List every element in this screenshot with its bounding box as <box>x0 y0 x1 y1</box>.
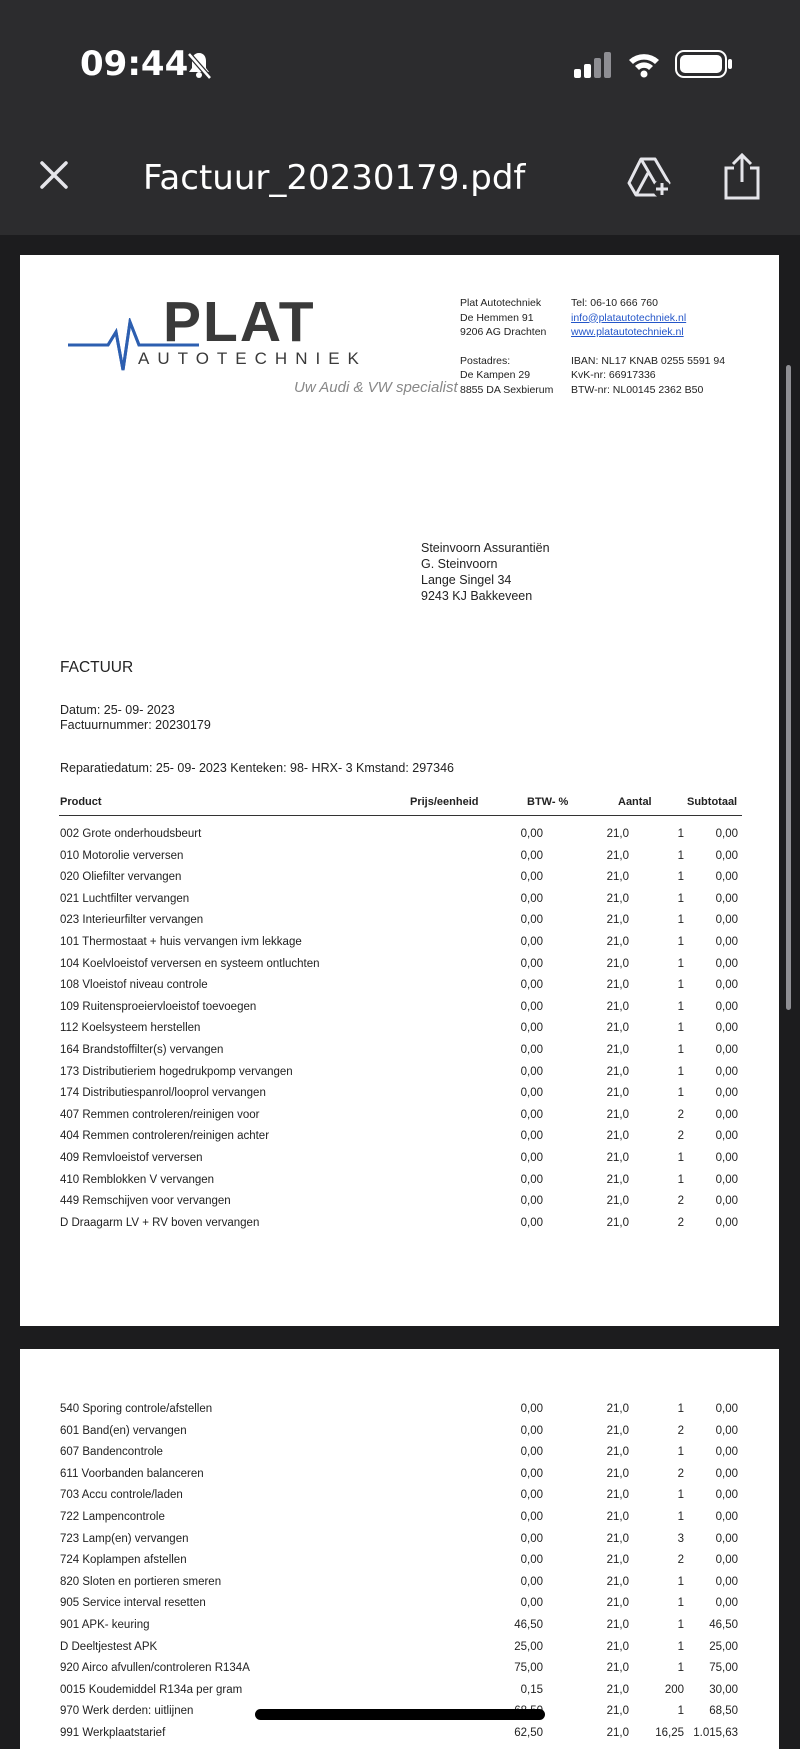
cell-vat-rate: 21,0 <box>606 1467 629 1480</box>
table-row <box>60 1619 742 1639</box>
home-indicator <box>255 1709 545 1720</box>
cell-quantity: 1 <box>677 1087 684 1100</box>
invoice-title: FACTUUR <box>60 659 134 676</box>
table-row <box>60 1152 742 1172</box>
cell-vat-rate: 21,0 <box>606 1662 629 1675</box>
cell-quantity: 2 <box>677 1467 684 1480</box>
cell-subtotal: 0,00 <box>715 1424 738 1437</box>
cell-product: 601 Band(en) vervangen <box>60 1424 187 1437</box>
cell-quantity: 1 <box>677 1403 684 1415</box>
cell-subtotal: 68,50 <box>709 1705 738 1718</box>
cell-unit-price: 0,00 <box>520 957 543 970</box>
cell-quantity: 2 <box>677 1108 684 1121</box>
cell-subtotal: 0,00 <box>715 1195 738 1208</box>
cell-vat-rate: 21,0 <box>606 1152 629 1164</box>
cell-unit-price: 0,00 <box>520 849 543 862</box>
table-row <box>60 958 742 978</box>
cell-unit-price: 0,00 <box>520 871 543 884</box>
cell-unit-price: 0,00 <box>520 1554 543 1567</box>
company-kvk: KvK-nr: 66917336 <box>571 369 656 381</box>
cell-quantity: 1 <box>677 1511 684 1523</box>
cell-vat-rate: 21,0 <box>606 1108 629 1121</box>
cell-subtotal: 0,00 <box>715 1022 738 1035</box>
cell-quantity: 1 <box>677 1173 684 1186</box>
cell-vat-rate: 21,0 <box>606 1130 629 1143</box>
cell-quantity: 200 <box>664 1683 684 1696</box>
cell-unit-price: 0,00 <box>520 1087 543 1100</box>
cell-product: 905 Service interval resetten <box>60 1597 206 1610</box>
cell-product: 023 Interieurfilter vervangen <box>60 914 204 927</box>
cell-unit-price: 62,50 <box>514 1727 543 1739</box>
cell-vat-rate: 21,0 <box>606 1683 629 1696</box>
table-row <box>60 893 742 913</box>
cell-product: 173 Distributieriem hogedrukpomp vervangen <box>60 1065 293 1078</box>
cell-quantity: 2 <box>677 1554 684 1567</box>
cell-unit-price: 0,00 <box>520 936 543 948</box>
invoice-meta <box>60 703 211 733</box>
cell-product: 920 Airco afvullen/controleren R134A <box>60 1662 250 1675</box>
cell-subtotal: 0,00 <box>715 1087 738 1100</box>
cell-vat-rate: 21,0 <box>606 1619 629 1631</box>
table-row <box>60 979 742 999</box>
cell-vat-rate: 21,0 <box>606 1705 629 1718</box>
cell-product: 0015 Koudemiddel R134a per gram <box>60 1683 243 1696</box>
cell-subtotal: 0,00 <box>715 1065 738 1078</box>
cell-product: 104 Koelvloeistof verversen en systeem ontluchten <box>60 957 320 970</box>
cell-unit-price: 0,00 <box>520 914 543 927</box>
add-to-drive-icon[interactable] <box>625 155 673 199</box>
battery-icon <box>675 50 733 78</box>
cell-product: 901 APK- keuring <box>60 1619 150 1631</box>
cell-unit-price: 0,00 <box>520 979 543 992</box>
table-row <box>60 1511 742 1531</box>
cell-vat-rate: 21,0 <box>606 914 629 927</box>
cell-unit-price: 0,15 <box>520 1683 543 1696</box>
col-header-subtotal: Subtotaal <box>687 796 738 808</box>
cell-unit-price: 0,00 <box>520 1511 543 1523</box>
cell-product: 021 Luchtfilter vervangen <box>60 892 190 905</box>
cell-product: 703 Accu controle/laden <box>60 1489 183 1502</box>
cell-subtotal: 0,00 <box>715 892 738 905</box>
cell-product: 164 Brandstoffilter(s) vervangen <box>60 1044 224 1056</box>
table-row <box>60 828 742 848</box>
logo-wordmark: PLAT <box>163 290 316 354</box>
cell-vat-rate: 21,0 <box>606 1065 629 1078</box>
table-row <box>60 1195 742 1215</box>
col-header-product: Product <box>60 796 102 808</box>
col-header-btw: BTW- % <box>527 796 569 808</box>
close-icon[interactable] <box>36 157 72 193</box>
cell-subtotal: 25,00 <box>709 1640 738 1653</box>
cell-quantity: 3 <box>677 1532 684 1545</box>
cell-subtotal: 0,00 <box>715 1130 738 1143</box>
cell-subtotal: 0,00 <box>715 936 738 948</box>
cell-quantity: 1 <box>677 1640 684 1653</box>
table-row <box>60 936 742 956</box>
cell-vat-rate: 21,0 <box>606 1511 629 1523</box>
table-row <box>60 1130 742 1150</box>
cell-unit-price: 0,00 <box>520 1532 543 1545</box>
cell-unit-price: 0,00 <box>520 1022 543 1035</box>
cell-vat-rate: 21,0 <box>606 979 629 992</box>
cell-unit-price: 0,00 <box>520 1467 543 1480</box>
cell-product: 174 Distributiespanrol/looprol vervangen <box>60 1087 266 1100</box>
cell-subtotal: 0,00 <box>715 1000 738 1013</box>
company-address: Plat Autotechniek De Hemmen 91 9206 AG Drachten Postadres: De Kampen 29 8855 DA Sexbierum <box>460 297 554 396</box>
cell-product: 108 Vloeistof niveau controle <box>60 979 208 992</box>
table-row <box>60 1001 742 1021</box>
company-contact <box>571 296 725 397</box>
cell-subtotal: 0,00 <box>715 1489 738 1502</box>
cell-subtotal: 0,00 <box>715 1597 738 1610</box>
cell-product: D Deeltjestest APK <box>60 1640 158 1653</box>
cell-vat-rate: 21,0 <box>606 1446 629 1459</box>
cell-vat-rate: 21,0 <box>606 828 629 840</box>
signal-icon <box>573 52 613 78</box>
cell-unit-price: 0,00 <box>520 1403 543 1415</box>
cell-unit-price: 0,00 <box>520 1489 543 1502</box>
table-row <box>60 1066 742 1086</box>
cell-subtotal: 0,00 <box>715 1108 738 1121</box>
cell-subtotal: 0,00 <box>715 1173 738 1186</box>
cell-subtotal: 0,00 <box>715 1152 738 1164</box>
invoice-number: Factuurnummer: 20230179 <box>60 718 211 732</box>
share-icon[interactable] <box>720 152 764 202</box>
cell-quantity: 1 <box>677 914 684 927</box>
cell-quantity: 1 <box>677 1152 684 1164</box>
cell-product: 991 Werkplaatstarief <box>60 1727 166 1739</box>
cell-product: 611 Voorbanden balanceren <box>60 1467 204 1480</box>
cell-quantity: 1 <box>677 1044 684 1056</box>
cell-quantity: 2 <box>677 1130 684 1143</box>
company-iban: IBAN: NL17 KNAB 0255 5591 94 <box>571 354 726 367</box>
cell-unit-price: 0,00 <box>520 1044 543 1056</box>
table-row <box>60 1489 742 1509</box>
table-row <box>60 1597 742 1617</box>
cell-product: 820 Sloten en portieren smeren <box>60 1575 222 1588</box>
bell-muted-icon <box>186 50 212 80</box>
table-row <box>60 1727 742 1747</box>
cell-quantity: 1 <box>677 1619 684 1631</box>
repair-info: Reparatiedatum: 25- 09- 2023 Kenteken: 98- HRX- 3 Kmstand: 297346 <box>60 761 454 775</box>
cell-vat-rate: 21,0 <box>606 1044 629 1056</box>
table-row <box>60 1684 742 1704</box>
cell-subtotal: 0,00 <box>715 1216 738 1229</box>
cell-product: 109 Ruitensproeiervloeistof toevoegen <box>60 1000 257 1013</box>
cell-quantity: 1 <box>677 979 684 992</box>
cell-product: 410 Remblokken V vervangen <box>60 1173 215 1186</box>
cell-unit-price: 0,00 <box>520 1195 543 1208</box>
cell-vat-rate: 21,0 <box>606 1000 629 1013</box>
cell-unit-price: 0,00 <box>520 1216 543 1229</box>
wifi-icon <box>627 50 661 78</box>
invoice-date: Datum: 25- 09- 2023 <box>60 703 175 717</box>
cell-subtotal: 0,00 <box>715 1044 738 1056</box>
cell-vat-rate: 21,0 <box>606 1424 629 1437</box>
col-header-price: Prijs/eenheid <box>410 796 479 808</box>
company-tel: Tel: 06-10 666 760 <box>571 297 658 309</box>
cell-subtotal: 0,00 <box>715 1511 738 1523</box>
cell-product: 404 Remmen controleren/reinigen achter <box>60 1130 270 1143</box>
cell-quantity: 1 <box>677 871 684 884</box>
cell-unit-price: 0,00 <box>520 1446 543 1459</box>
cell-quantity: 1 <box>677 936 684 948</box>
table-row <box>60 1109 742 1129</box>
cell-vat-rate: 21,0 <box>606 1173 629 1186</box>
scrollbar[interactable] <box>786 365 791 1010</box>
cell-vat-rate: 21,0 <box>606 849 629 862</box>
cell-product: 970 Werk derden: uitlijnen <box>60 1705 194 1718</box>
cell-product: D Draagarm LV + RV boven vervangen <box>60 1216 260 1229</box>
cell-unit-price: 0,00 <box>520 1597 543 1610</box>
cell-quantity: 1 <box>677 828 684 840</box>
cell-quantity: 1 <box>677 1065 684 1078</box>
table-row <box>60 1403 742 1423</box>
cell-unit-price: 25,00 <box>514 1640 543 1653</box>
cell-unit-price: 0,00 <box>520 828 543 840</box>
table-row <box>60 1087 742 1107</box>
cell-subtotal: 0,00 <box>715 1446 738 1459</box>
cell-unit-price: 0,00 <box>520 1000 543 1013</box>
table-row <box>60 871 742 891</box>
cell-vat-rate: 21,0 <box>606 1532 629 1545</box>
table-row <box>60 914 742 934</box>
cell-subtotal: 0,00 <box>715 828 738 840</box>
cell-quantity: 1 <box>677 1489 684 1502</box>
table-row <box>60 1217 742 1237</box>
cell-product: 724 Koplampen afstellen <box>60 1554 187 1567</box>
header-divider <box>59 815 742 816</box>
cell-vat-rate: 21,0 <box>606 1597 629 1610</box>
table-row <box>60 1662 742 1682</box>
cell-vat-rate: 21,0 <box>606 1195 629 1208</box>
cell-subtotal: 30,00 <box>709 1683 738 1696</box>
cell-vat-rate: 21,0 <box>606 1727 629 1739</box>
cell-vat-rate: 21,0 <box>606 1489 629 1502</box>
table-row <box>60 1022 742 1042</box>
cell-subtotal: 0,00 <box>715 1403 738 1415</box>
cell-vat-rate: 21,0 <box>606 1640 629 1653</box>
cell-product: 722 Lampencontrole <box>60 1511 165 1523</box>
table-row <box>60 1554 742 1574</box>
cell-unit-price: 0,00 <box>520 1152 543 1164</box>
cell-subtotal: 0,00 <box>715 979 738 992</box>
cell-product: 607 Bandencontrole <box>60 1446 163 1459</box>
cell-unit-price: 46,50 <box>514 1619 543 1631</box>
cell-vat-rate: 21,0 <box>606 892 629 905</box>
cell-unit-price: 0,00 <box>520 892 543 905</box>
cell-quantity: 1 <box>677 1575 684 1588</box>
cell-subtotal: 0,00 <box>715 1554 738 1567</box>
file-title: Factuur_20230179.pdf <box>143 158 526 198</box>
cell-quantity: 1 <box>677 957 684 970</box>
cell-vat-rate: 21,0 <box>606 957 629 970</box>
cell-subtotal: 0,00 <box>715 849 738 862</box>
cell-quantity: 1 <box>677 1022 684 1035</box>
cell-quantity: 16,25 <box>655 1727 684 1739</box>
recipient-address: Steinvoorn Assurantiën G. Steinvoorn Lange Singel 34 9243 KJ Bakkeveen <box>421 541 550 603</box>
company-email-link[interactable]: info@platautotechniek.nl <box>571 311 687 324</box>
cell-subtotal: 75,00 <box>709 1662 738 1675</box>
cell-unit-price: 0,00 <box>520 1575 543 1588</box>
cell-quantity: 1 <box>677 849 684 862</box>
cell-subtotal: 0,00 <box>715 871 738 884</box>
cell-quantity: 2 <box>677 1216 684 1229</box>
cell-vat-rate: 21,0 <box>606 1087 629 1100</box>
cell-vat-rate: 21,0 <box>606 1554 629 1567</box>
cell-product: 409 Remvloeistof verversen <box>60 1152 203 1164</box>
cell-product: 010 Motorolie verversen <box>60 849 184 862</box>
cell-unit-price: 0,00 <box>520 1065 543 1078</box>
cell-quantity: 1 <box>677 1446 684 1459</box>
cell-quantity: 2 <box>677 1195 684 1208</box>
cell-vat-rate: 21,0 <box>606 1403 629 1415</box>
cell-quantity: 1 <box>677 1597 684 1610</box>
status-time: 09:44 <box>80 44 189 84</box>
cell-quantity: 1 <box>677 1705 684 1718</box>
cell-quantity: 2 <box>677 1424 684 1437</box>
cell-quantity: 1 <box>677 892 684 905</box>
cell-subtotal: 0,00 <box>715 957 738 970</box>
company-web-link[interactable]: www.platautotechniek.nl <box>571 326 684 338</box>
cell-vat-rate: 21,0 <box>606 1022 629 1035</box>
cell-quantity: 1 <box>677 1000 684 1013</box>
cell-subtotal: 0,00 <box>715 1467 738 1480</box>
table-row <box>60 1446 742 1466</box>
table-row <box>60 1641 742 1661</box>
table-row <box>60 1576 742 1596</box>
cell-product: 112 Koelsysteem herstellen <box>60 1022 201 1035</box>
cell-quantity: 1 <box>677 1662 684 1675</box>
cell-product: 101 Thermostaat + huis vervangen ivm lekkage <box>60 936 302 948</box>
logo-tagline: Uw Audi & VW specialist <box>294 379 458 396</box>
cell-unit-price: 0,00 <box>520 1130 543 1143</box>
cell-subtotal: 0,00 <box>715 914 738 927</box>
cell-unit-price: 0,00 <box>520 1424 543 1437</box>
cell-product: 407 Remmen controleren/reinigen voor <box>60 1108 260 1121</box>
cell-vat-rate: 21,0 <box>606 1216 629 1229</box>
col-header-qty: Aantal <box>618 796 652 808</box>
cell-vat-rate: 21,0 <box>606 1575 629 1588</box>
cell-subtotal: 46,50 <box>709 1619 738 1631</box>
table-row <box>60 850 742 870</box>
company-btw: BTW-nr: NL00145 2362 B50 <box>571 383 704 396</box>
cell-vat-rate: 21,0 <box>606 871 629 884</box>
cell-subtotal: 0,00 <box>715 1532 738 1545</box>
cell-product: 540 Sporing controle/afstellen <box>60 1403 213 1415</box>
cell-unit-price: 0,00 <box>520 1173 543 1186</box>
cell-product: 002 Grote onderhoudsbeurt <box>60 828 202 840</box>
cell-product: 723 Lamp(en) vervangen <box>60 1532 189 1545</box>
cell-unit-price: 0,00 <box>520 1108 543 1121</box>
logo-subtitle: AUTOTECHNIEK <box>138 349 367 368</box>
table-row <box>60 1044 742 1064</box>
cell-subtotal: 0,00 <box>715 1575 738 1588</box>
table-row <box>60 1425 742 1445</box>
cell-product: 020 Oliefilter vervangen <box>60 871 182 884</box>
cell-subtotal: 1.015,63 <box>693 1727 738 1739</box>
cell-vat-rate: 21,0 <box>606 936 629 948</box>
cell-product: 449 Remschijven voor vervangen <box>60 1195 231 1208</box>
table-row <box>60 1533 742 1553</box>
table-row <box>60 1468 742 1488</box>
table-row <box>60 1174 742 1194</box>
cell-unit-price: 75,00 <box>514 1662 543 1675</box>
